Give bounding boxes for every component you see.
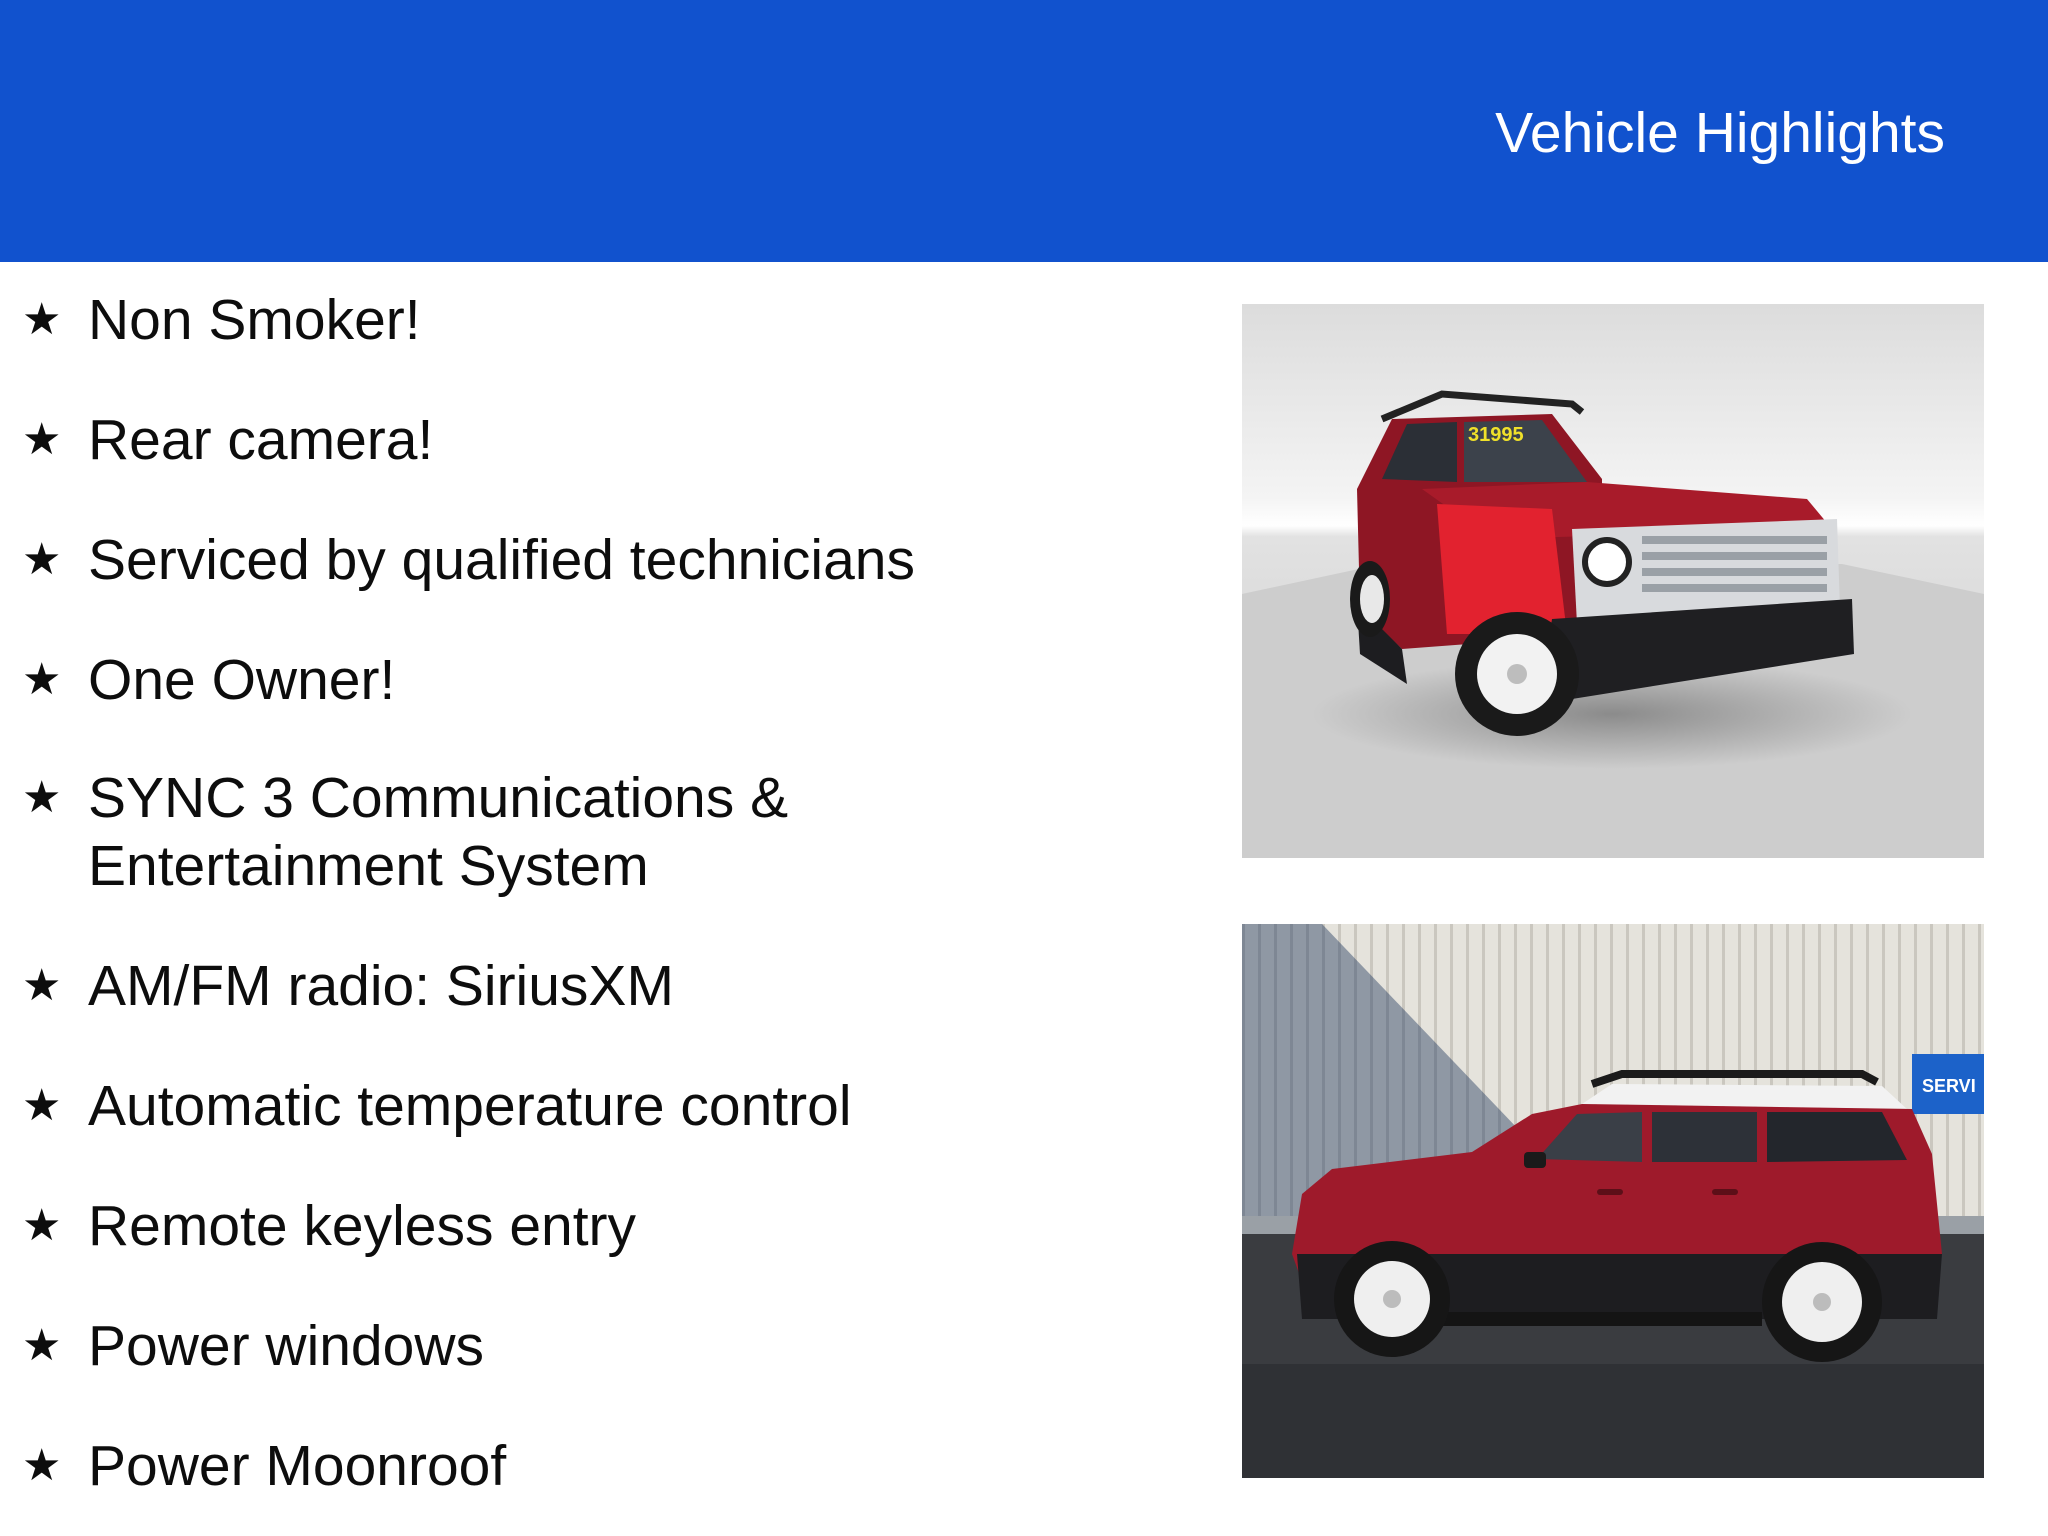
front-wheel-hub: [1383, 1290, 1401, 1308]
feature-label: Automatic temperature control: [88, 1074, 852, 1138]
page-title: Vehicle Highlights: [1495, 101, 1945, 165]
vehicle-photo-front: [1242, 304, 1984, 858]
header-banner: [0, 0, 2048, 262]
star-icon: ★: [22, 773, 62, 822]
star-icon: ★: [22, 1441, 62, 1490]
vehicle-front-illustration: [1242, 304, 1984, 858]
feature-label: Power windows: [88, 1314, 484, 1378]
feature-list: [0, 262, 1200, 1536]
star-icon: ★: [22, 655, 62, 704]
service-sign-text: SERVI: [1922, 1076, 1976, 1096]
star-icon: ★: [22, 535, 62, 584]
star-icon: ★: [22, 295, 62, 344]
headlight: [1585, 540, 1629, 584]
feature-label: Rear camera!: [88, 408, 434, 472]
vehicle-side-illustration: [1242, 924, 1984, 1478]
rear-side-window: [1652, 1112, 1757, 1162]
feature-label: Serviced by qualified technicians: [88, 528, 915, 592]
feature-item-sync3: [22, 764, 1172, 900]
star-icon: ★: [22, 1081, 62, 1130]
front-door-handle: [1597, 1189, 1623, 1195]
star-icon: ★: [22, 1201, 62, 1250]
vehicle-photo-side: [1242, 924, 1984, 1478]
windshield-price: 31995: [1468, 424, 1524, 446]
feature-label-line1: SYNC 3 Communications &: [88, 766, 789, 830]
feature-label: Non Smoker!: [88, 288, 421, 352]
feature-label: Remote keyless entry: [88, 1194, 637, 1258]
feature-label: One Owner!: [88, 648, 396, 712]
rear-wheel-rim: [1360, 575, 1384, 623]
feature-label: AM/FM radio: SiriusXM: [88, 954, 674, 1018]
star-icon: ★: [22, 961, 62, 1010]
rear-door-handle: [1712, 1189, 1738, 1195]
star-icon: ★: [22, 1321, 62, 1370]
feature-label-line2: Entertainment System: [88, 834, 649, 898]
feature-label: [88, 764, 1168, 900]
star-icon: ★: [22, 415, 62, 464]
front-wheel-hub: [1507, 664, 1527, 684]
rear-wheel-hub: [1813, 1293, 1831, 1311]
parking-lot-foreground: [1242, 1364, 1984, 1478]
side-mirror: [1524, 1152, 1546, 1168]
running-board: [1442, 1312, 1762, 1326]
feature-label: Power Moonroof: [88, 1434, 507, 1498]
